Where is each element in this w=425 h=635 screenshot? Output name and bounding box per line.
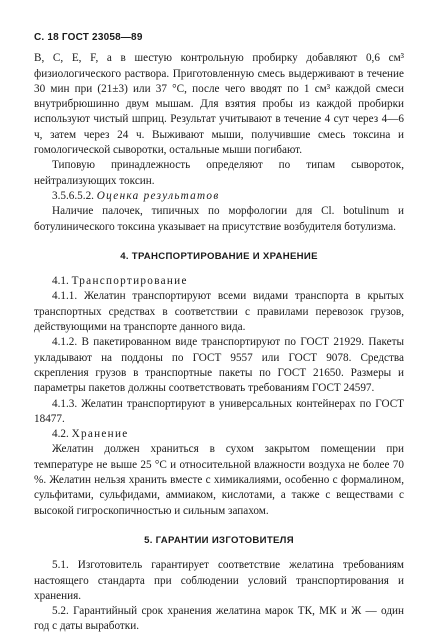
paragraph-evaluation: Наличие палочек, типичных по морфологии для Cl. botulinum и ботулинического токсина указывает на присутствие возбудителя ботулизма.: [34, 205, 404, 233]
section-5-title: 5. ГАРАНТИИ ИЗГОТОВИТЕЛЯ: [144, 534, 294, 546]
subsection-3-5-6-5-2: [34, 189, 404, 204]
subsection-number: 4.1.: [52, 275, 69, 288]
paragraph-4-1-1: 4.1.1. Желатин транспортируют всеми видами транспорта в крытых транспортных средствах в соответствии с правилами перевозок грузов, действующими на транспорте данного вида.: [34, 290, 404, 334]
paragraph-4-2: Желатин должен храниться в сухом закрытом помещении при температуре не выше 25 °С и относительной влажности воздуха не более 70 %. Желатин нельзя хранить вместе с химикалиями, особенно с формалином, сульфитами, сульфидами, аммиаком, кислотами, а также с веществами с высокой гигроскопичностью и сильным запахом.: [34, 443, 404, 517]
paragraph-5-2: 5.2. Гарантийный срок хранения желатина марок ТК, МК и Ж — один год с даты выработки.: [34, 605, 404, 633]
subsection-4-1: [34, 274, 404, 289]
subsection-title: Хранение: [71, 428, 129, 441]
paragraph-type-identification: Типовую принадлежность определяют по типам сывороток, нейтрализующих токсин.: [34, 159, 404, 187]
subsection-4-2: [34, 427, 404, 442]
document-page: [34, 30, 404, 635]
paragraph-5-1: 5.1. Изготовитель гарантирует соответствие желатина требованиям настоящего стандарта при соблюдении условий транспортирования и хранения.: [34, 559, 404, 602]
subsection-title: Оценка результатов: [96, 189, 220, 202]
subsection-title: Транспортирование: [71, 275, 188, 288]
subsection-number: 4.2.: [52, 428, 69, 441]
paragraph-4-1-2: 4.1.2. В пакетированном виде транспортируют по ГОСТ 21929. Пакеты укладывают на поддоны по ГОСТ 9557 или ГОСТ 9078. Средства скрепления грузов в транспортные пакеты по ГОСТ 21650. Размеры и параметры пакетов должны соответствовать требованиям ГОСТ 24597.: [34, 336, 404, 395]
paragraph-4-1-3: 4.1.3. Желатин транспортируют в универсальных контейнерах по ГОСТ 18477.: [34, 397, 404, 425]
paragraph-mice-test: В, С, Е, F, а в шестую контрольную пробирку добавляют 0,6 см³ физиологического раствора. Приготовленную смесь выдерживают в течение 30 мин при (21±3) или 37 °С, после чего вводят по 1 см³ каждой смеси внутрибрюшинно двум мышам. Для взятия пробы из каждой пробирки используют чистый шприц. Результат учитывают в течение 4 сут через 4—6 ч, затем через 24 ч. Выживают мыши, получившие смесь токсина и гомологической сыворотки, остальные мыши погибают.: [34, 52, 404, 157]
subsection-number: 3.5.6.5.2.: [52, 189, 94, 202]
page-header: С. 18 ГОСТ 23058—89: [34, 32, 143, 43]
section-4-title: 4. ТРАНСПОРТИРОВАНИЕ И ХРАНЕНИЕ: [120, 250, 318, 262]
